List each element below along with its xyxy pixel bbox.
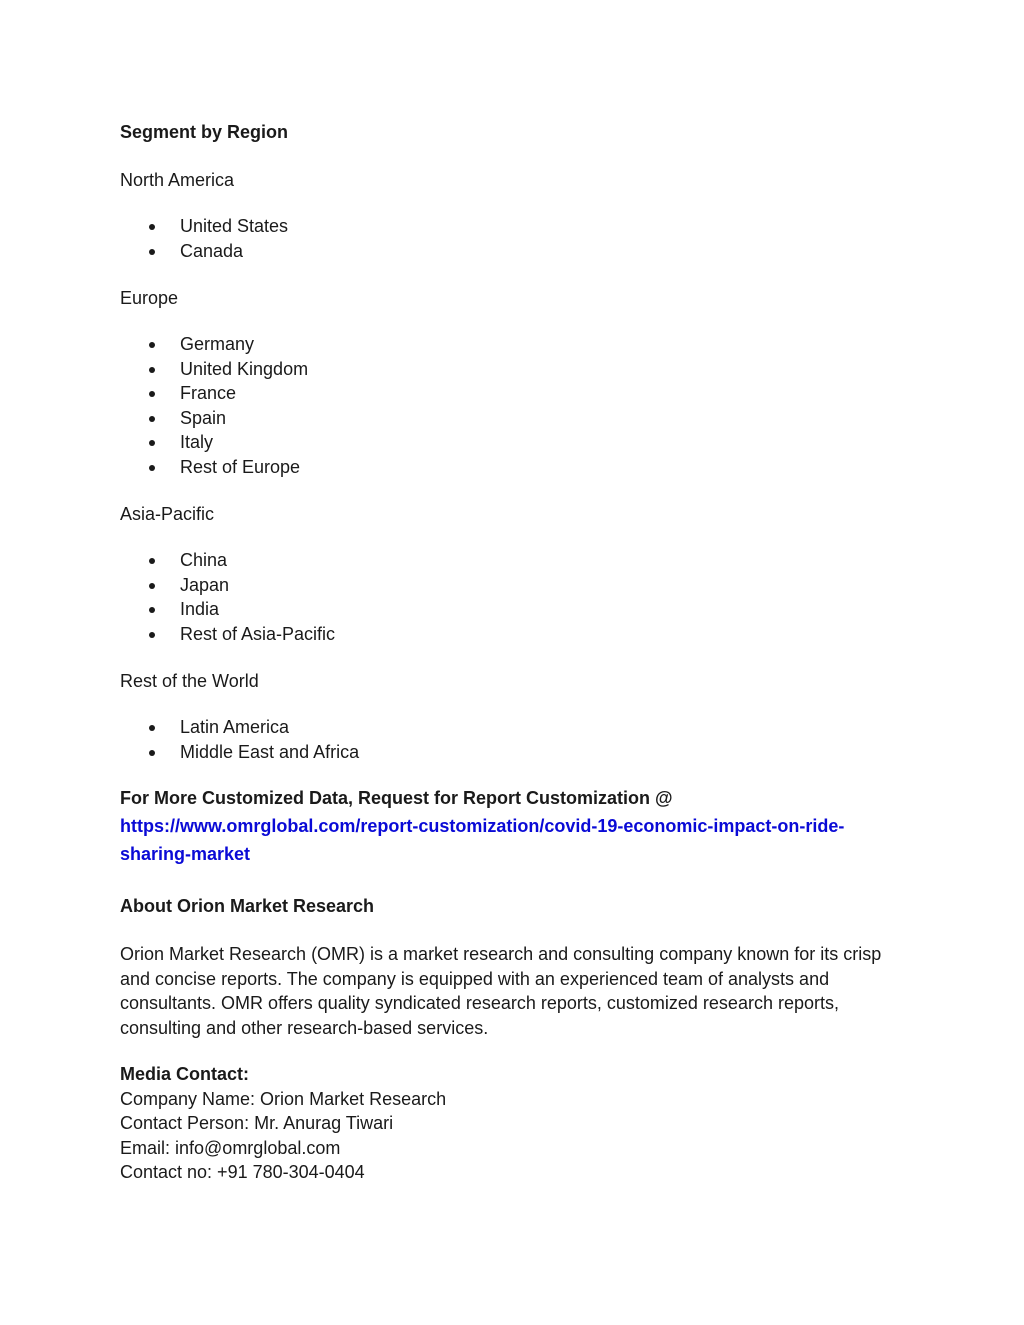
- about-line: and concise reports. The company is equipped with an experienced team of analysts and: [120, 968, 830, 989]
- bullet-icon: [149, 249, 155, 255]
- bullet-icon: [149, 725, 155, 731]
- list-item: Rest of Asia-Pacific: [120, 622, 910, 647]
- list-item: Italy: [120, 430, 910, 455]
- list-item: France: [120, 381, 910, 406]
- about-line: consulting and other research-based services.: [120, 1017, 489, 1038]
- about-line: Orion Market Research (OMR) is a market research and consulting company known for its crisp: [120, 944, 882, 964]
- about-line: consultants. OMR offers quality syndicated research reports, customized research reports,: [120, 993, 839, 1013]
- media-heading: Media Contact:: [120, 1064, 250, 1084]
- bullet-icon: [149, 224, 155, 230]
- list-item: United Kingdom: [120, 357, 910, 382]
- bullet-icon: [149, 558, 155, 564]
- bullet-icon: [149, 391, 155, 397]
- list-item: Spain: [120, 406, 910, 431]
- bullet-icon: [149, 342, 155, 348]
- bullet-icon: [149, 583, 155, 589]
- media-person: Contact Person: Mr. Anurag Tiwari: [120, 1113, 394, 1133]
- bullet-icon: [149, 440, 155, 446]
- about-heading: About Orion Market Research: [120, 896, 375, 916]
- media-phone: Contact no: +91 780-304-0404: [120, 1162, 365, 1182]
- about-paragraph: [120, 942, 910, 1040]
- list-item: United States: [120, 214, 910, 239]
- region-name-europe: Europe: [120, 288, 179, 308]
- bullet-icon: [149, 416, 155, 422]
- segment-heading: Segment by Region: [120, 122, 289, 142]
- customization-link-line2[interactable]: sharing-market: [120, 844, 251, 864]
- list-item: Rest of Europe: [120, 455, 910, 480]
- list-item: Middle East and Africa: [120, 740, 910, 765]
- customization-link[interactable]: [120, 812, 910, 868]
- bullet-icon: [149, 465, 155, 471]
- country-list-europe: [120, 332, 910, 479]
- customization-link-line1[interactable]: https://www.omrglobal.com/report-customization/covid-19-economic-impact-on-ride-: [120, 816, 845, 836]
- list-item: Japan: [120, 573, 910, 598]
- media-company: Company Name: Orion Market Research: [120, 1088, 447, 1109]
- document-page: [120, 118, 910, 1185]
- list-item: Canada: [120, 239, 910, 264]
- list-item: India: [120, 597, 910, 622]
- bullet-icon: [149, 607, 155, 613]
- list-item: China: [120, 548, 910, 573]
- media-email: Email: info@omrglobal.com: [120, 1137, 341, 1158]
- customization-text: For More Customized Data, Request for Report Customization @: [120, 788, 673, 808]
- country-list-rest-of-world: [120, 715, 910, 764]
- country-list-asia-pacific: [120, 548, 910, 646]
- country-list-north-america: [120, 214, 910, 263]
- list-item: Latin America: [120, 715, 910, 740]
- region-name-asia-pacific: Asia-Pacific: [120, 504, 215, 524]
- bullet-icon: [149, 367, 155, 373]
- list-item: Germany: [120, 332, 910, 357]
- bullet-icon: [149, 750, 155, 756]
- region-name-north-america: North America: [120, 170, 235, 190]
- region-name-rest-of-world: Rest of the World: [120, 671, 259, 691]
- bullet-icon: [149, 632, 155, 638]
